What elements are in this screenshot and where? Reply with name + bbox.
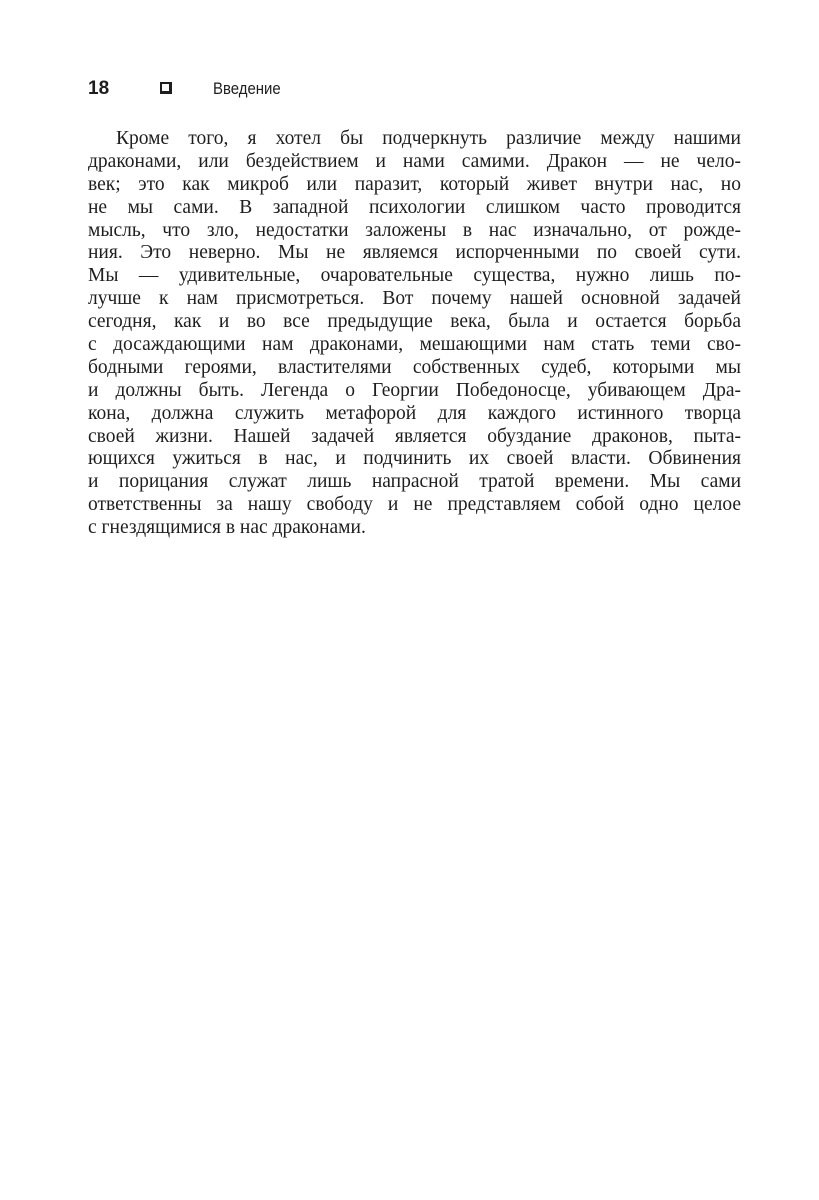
text-line: не мы сами. В западной психологии слишком часто проводится: [88, 196, 741, 218]
page-number: 18: [88, 78, 110, 99]
square-bullet-icon: [160, 82, 172, 94]
body-paragraph: [88, 128, 741, 540]
text-line: век; это как микроб или паразит, который живет внутри нас, но: [88, 173, 741, 195]
chapter-title: Введение: [213, 79, 281, 98]
text-line: драконами, или бездействием и нами самими. Дракон — не чело-: [88, 150, 741, 172]
text-line: лучше к нам присмотреться. Вот почему нашей основной задачей: [88, 288, 741, 310]
text-line: Мы — удивительные, очаровательные существа, нужно лишь по-: [88, 265, 741, 287]
text-line: ющихся ужиться в нас, и подчинить их своей власти. Обвинения: [88, 448, 741, 470]
text-line: бодными героями, властителями собственных судеб, которыми мы: [88, 356, 741, 378]
text-line: сегодня, как и во все предыдущие века, была и остается борьба: [88, 311, 741, 333]
text-line: и порицания служат лишь напрасной тратой времени. Мы сами: [88, 471, 741, 493]
text-line: кона, должна служить метафорой для каждого истинного творца: [88, 402, 741, 424]
text-line: мысль, что зло, недостатки заложены в нас изначально, от рожде-: [88, 219, 741, 241]
text-line: ния. Это неверно. Мы не являемся испорченными по своей сути.: [88, 242, 741, 264]
text-line: с гнездящимися в нас драконами.: [88, 517, 366, 539]
text-line: с досаждающими нам драконами, мешающими нам стать теми сво-: [88, 334, 741, 356]
text-line: Кроме того, я хотел бы подчеркнуть различие между нашими: [116, 128, 741, 149]
text-line: своей жизни. Нашей задачей является обуздание драконов, пыта-: [88, 425, 741, 447]
text-line: и должны быть. Легенда о Георгии Победоносце, убивающем Дра-: [88, 379, 741, 401]
text-line: ответственны за нашу свободу и не представляем собой одно целое: [88, 494, 741, 516]
